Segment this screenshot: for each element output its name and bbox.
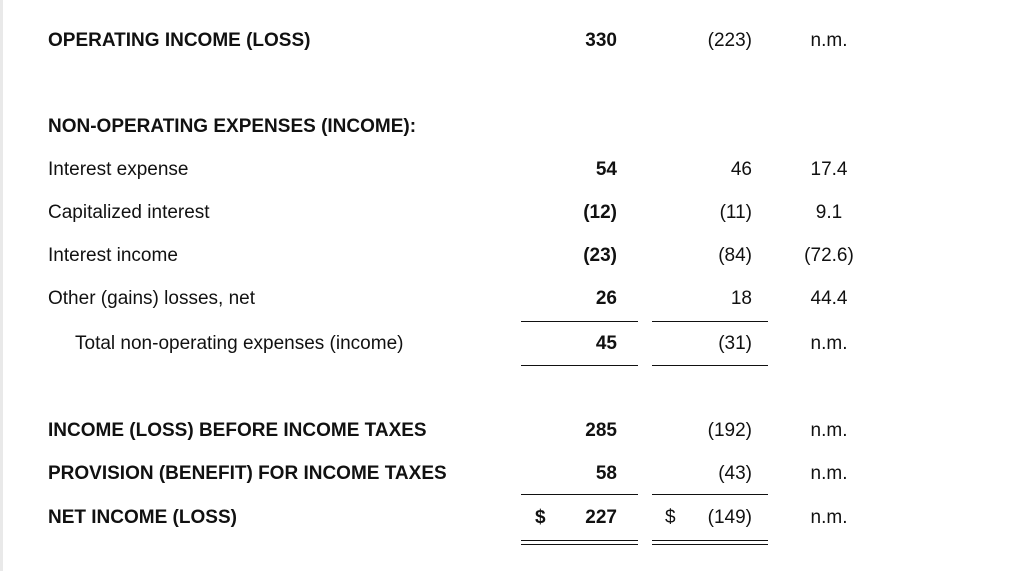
row-other-gains-losses <box>0 287 1016 311</box>
row-label: INCOME (LOSS) BEFORE INCOME TAXES <box>48 420 427 441</box>
double-rule-prior-bottom <box>652 544 768 545</box>
current-value: 58 <box>595 463 617 484</box>
row-total-non-operating <box>0 332 1016 356</box>
current-value: 227 <box>585 507 617 528</box>
current-value: 285 <box>585 420 617 441</box>
double-rule-current-top <box>521 540 638 541</box>
change-value: n.m. <box>810 507 848 528</box>
prior-value: (84) <box>718 245 752 266</box>
row-label: Other (gains) losses, net <box>48 288 255 309</box>
row-income-before-taxes <box>0 419 1016 443</box>
net-rule-current <box>521 494 638 495</box>
current-value: 330 <box>585 30 617 51</box>
prior-value: (11) <box>719 202 752 223</box>
prior-value: 18 <box>730 288 752 309</box>
change-value: n.m. <box>810 30 848 51</box>
double-rule-prior-top <box>652 540 768 541</box>
change-value: 44.4 <box>810 288 848 309</box>
subtotal-rule-current <box>521 321 638 322</box>
total-rule-prior <box>652 365 768 366</box>
row-interest-expense <box>0 158 1016 182</box>
row-label: OPERATING INCOME (LOSS) <box>48 30 311 51</box>
prior-value: (192) <box>707 420 752 441</box>
double-rule-current-bottom <box>521 544 638 545</box>
change-value: n.m. <box>810 420 848 441</box>
row-label: Interest income <box>48 245 178 266</box>
row-label: Interest expense <box>48 159 189 180</box>
current-value: 45 <box>595 333 617 354</box>
current-value: (12) <box>583 202 617 223</box>
row-label: Capitalized interest <box>48 202 210 223</box>
net-rule-prior <box>652 494 768 495</box>
current-value: 26 <box>595 288 617 309</box>
section-heading: NON-OPERATING EXPENSES (INCOME): <box>48 116 417 137</box>
current-currency-symbol: $ <box>535 507 546 528</box>
change-value: 17.4 <box>810 159 848 180</box>
row-label: PROVISION (BENEFIT) FOR INCOME TAXES <box>48 463 447 484</box>
row-interest-income <box>0 244 1016 268</box>
current-value: 54 <box>595 159 617 180</box>
prior-value: (149) <box>707 507 752 528</box>
change-value: (72.6) <box>804 245 854 266</box>
prior-value: 46 <box>730 159 752 180</box>
change-value: n.m. <box>810 463 848 484</box>
row-net-income <box>0 506 1016 530</box>
row-label: NET INCOME (LOSS) <box>48 507 237 528</box>
total-rule-current <box>521 365 638 366</box>
prior-value: (223) <box>707 30 752 51</box>
change-value: n.m. <box>810 333 848 354</box>
row-label: Total non-operating expenses (income) <box>75 333 404 354</box>
row-non-operating-heading <box>0 115 1016 139</box>
row-income-tax-provision <box>0 462 1016 486</box>
row-operating-income <box>0 29 1016 53</box>
prior-value: (43) <box>718 463 752 484</box>
prior-value: (31) <box>718 333 752 354</box>
prior-currency-symbol: $ <box>665 507 676 528</box>
change-value: 9.1 <box>815 202 843 223</box>
row-capitalized-interest <box>0 201 1016 225</box>
subtotal-rule-prior <box>652 321 768 322</box>
current-value: (23) <box>583 245 617 266</box>
